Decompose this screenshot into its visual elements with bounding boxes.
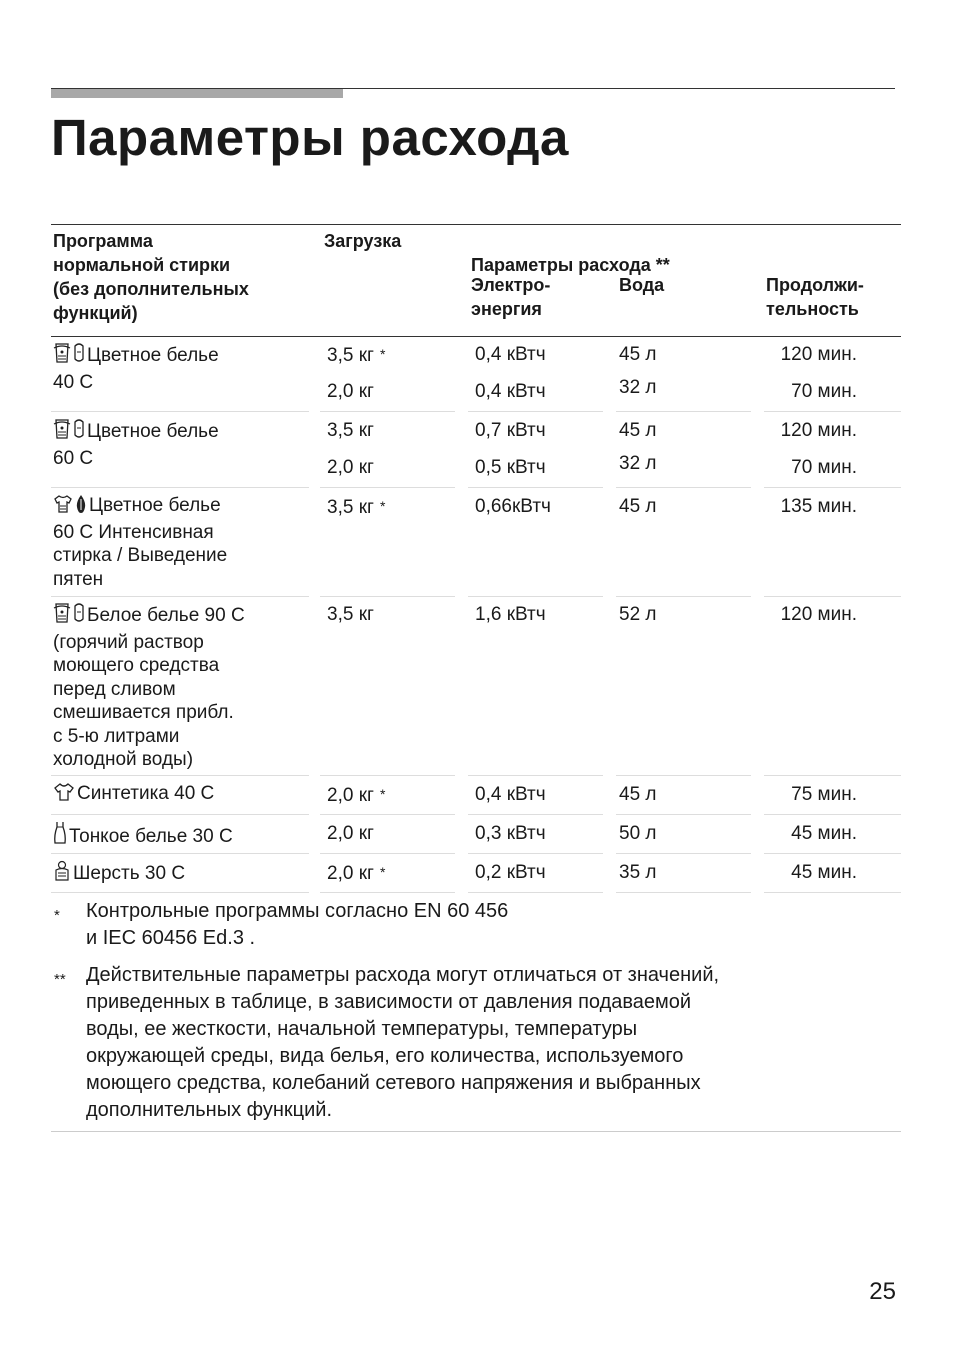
water-cell: 50 л: [619, 823, 657, 844]
program-cell: [53, 782, 315, 809]
row-divider: [468, 411, 603, 412]
row-divider: [468, 775, 603, 776]
header-energy: Электро- энергия: [471, 275, 551, 319]
program-icons: [53, 826, 69, 847]
program-icons: [53, 605, 87, 626]
program-icons: [53, 863, 73, 884]
row-divider: [616, 487, 751, 488]
row-divider: [320, 892, 455, 893]
temp-bucket-icon: [73, 342, 85, 371]
row-divider: [51, 892, 309, 893]
load-value: 2,0 кг: [327, 381, 374, 402]
footnote-text: Действительные параметры расхода могут отличаться от значений, приведенных в таблице, в зависимости от давления подаваемой воды, ее жесткости, начальной температуры, температуры окружающей среды, вида белья, его количества, используемого моющего средства, колебаний сетевого напряжения и выбранных дополнительных функций.: [86, 964, 720, 1121]
shirt-icon: [53, 494, 73, 521]
program-name: Шерсть 30 C: [73, 863, 186, 884]
duration-cell: 120 мин.: [780, 604, 857, 625]
row-divider: [320, 814, 455, 815]
header-params: [471, 229, 670, 277]
row-divider: [320, 775, 455, 776]
duration-cell: 70 мин.: [791, 381, 857, 402]
row-divider: [764, 487, 901, 488]
water-cell: 45 л: [619, 420, 657, 441]
program-name: Цветное белье 60 C Интенсивная стирка / Выведение пятен: [53, 495, 228, 590]
energy-cell: 0,4 кВтч: [475, 344, 546, 365]
load-cell: [327, 603, 374, 627]
cotton-basin-icon: [53, 418, 71, 447]
row-divider: [764, 892, 901, 893]
load-value: 3,5 кг: [327, 497, 374, 518]
program-name: Тонкое белье 30 C: [69, 826, 233, 847]
footnote-rule: [51, 1131, 901, 1132]
cotton-basin-icon: [53, 342, 71, 371]
row-divider: [764, 775, 901, 776]
cotton-basin-icon: [53, 602, 71, 631]
row-divider: [764, 853, 901, 854]
row-divider: [764, 814, 901, 815]
program-cell: [53, 494, 315, 591]
page-title: Параметры расхода: [51, 109, 569, 166]
energy-cell: 0,66кВтч: [475, 496, 551, 517]
row-divider: [764, 411, 901, 412]
header-load: Загрузка: [324, 231, 402, 251]
reference-program-mark: *: [379, 498, 386, 514]
row-divider: [468, 487, 603, 488]
program-cell: [53, 418, 315, 470]
row-divider: [51, 596, 309, 597]
wool-icon: [53, 860, 71, 889]
load-cell: [327, 343, 385, 368]
water-cell: 45 л: [619, 496, 657, 517]
energy-cell: 1,6 кВтч: [475, 604, 546, 625]
water-cell: 45 л: [619, 784, 657, 805]
row-divider: [764, 596, 901, 597]
energy-cell: 0,4 кВтч: [475, 784, 546, 805]
water-cell: 52 л: [619, 604, 657, 625]
program-icons: [53, 783, 77, 804]
row-divider: [468, 596, 603, 597]
program-name: Белое белье 90 C (горячий раствор моющего средства перед сливом смешивается прибл. с 5-ю литрами холодной воды): [53, 605, 245, 770]
duration-cell: 70 мин.: [791, 457, 857, 478]
load-value: 2,0 кг: [327, 785, 374, 806]
load-cell: [327, 861, 385, 886]
row-divider: [616, 814, 751, 815]
footnote-mark: *: [54, 907, 60, 924]
table-top-rule: [51, 224, 901, 225]
load-value: 2,0 кг: [327, 823, 374, 844]
load-cell: [327, 456, 374, 480]
water-cell: 35 л: [619, 862, 657, 883]
temp-bucket-icon: [73, 602, 85, 631]
reference-program-mark: *: [379, 786, 386, 802]
energy-cell: 0,3 кВтч: [475, 823, 546, 844]
row-divider: [320, 596, 455, 597]
row-divider: [468, 814, 603, 815]
duration-cell: 45 мин.: [791, 823, 857, 844]
program-cell: [53, 342, 315, 394]
row-divider: [616, 596, 751, 597]
load-value: 2,0 кг: [327, 457, 374, 478]
energy-cell: 0,5 кВтч: [475, 457, 546, 478]
row-divider: [51, 853, 309, 854]
load-cell: [327, 380, 374, 404]
reference-program-mark: *: [379, 864, 386, 880]
row-divider: [320, 487, 455, 488]
header-program: Программа нормальной стирки (без дополнительных функций): [53, 231, 249, 323]
delicate-dress-icon: [53, 821, 67, 852]
header-accent-bar: [51, 89, 343, 98]
reference-program-mark: *: [379, 346, 386, 362]
load-cell: [327, 495, 385, 520]
duration-cell: 45 мин.: [791, 862, 857, 883]
row-divider: [320, 411, 455, 412]
water-cell: 45 л: [619, 344, 657, 365]
load-value: 3,5 кг: [327, 604, 374, 625]
program-icons: [53, 421, 87, 442]
energy-cell: 0,4 кВтч: [475, 381, 546, 402]
load-value: 3,5 кг: [327, 420, 374, 441]
row-divider: [616, 411, 751, 412]
row-divider: [468, 892, 603, 893]
row-divider: [51, 814, 309, 815]
energy-cell: 0,2 кВтч: [475, 862, 546, 883]
header-rule: [51, 88, 895, 89]
water-cell: 32 л: [619, 453, 657, 474]
stain-icon: [75, 494, 87, 521]
load-cell: [327, 419, 374, 443]
footnote-mark: **: [54, 971, 66, 988]
table-header-rule: [51, 336, 901, 337]
header-duration: Продолжи- тельность: [766, 275, 864, 319]
load-value: 2,0 кг: [327, 863, 374, 884]
temp-bucket-icon: [73, 418, 85, 447]
load-cell: [327, 822, 374, 846]
program-cell: [53, 602, 315, 772]
row-divider: [51, 775, 309, 776]
row-divider: [51, 411, 309, 412]
row-divider: [51, 487, 309, 488]
program-name: Синтетика 40 C: [77, 783, 215, 804]
duration-cell: 75 мин.: [791, 784, 857, 805]
duration-cell: 120 мин.: [780, 420, 857, 441]
program-cell: [53, 821, 315, 852]
row-divider: [616, 853, 751, 854]
duration-cell: 120 мин.: [780, 344, 857, 365]
page-number: 25: [869, 1278, 896, 1305]
synthetic-shirt-icon: [53, 782, 75, 809]
program-cell: [53, 860, 315, 889]
row-divider: [616, 892, 751, 893]
program-icons: [53, 345, 87, 366]
load-value: 3,5 кг: [327, 345, 374, 366]
duration-cell: 135 мин.: [780, 496, 857, 517]
header-water: Вода: [619, 275, 665, 295]
header-params-label: Параметры расхода **: [471, 255, 670, 275]
row-divider: [320, 853, 455, 854]
row-divider: [616, 775, 751, 776]
row-divider: [468, 853, 603, 854]
water-cell: 32 л: [619, 377, 657, 398]
program-icons: [53, 495, 89, 516]
program-name: Цветное белье 40 C: [53, 345, 219, 393]
footnote-text: Контрольные программы согласно EN 60 456 и IEC 60456 Ed.3 .: [86, 900, 509, 949]
program-name: Цветное белье 60 C: [53, 421, 219, 469]
energy-cell: 0,7 кВтч: [475, 420, 546, 441]
load-cell: [327, 783, 385, 808]
